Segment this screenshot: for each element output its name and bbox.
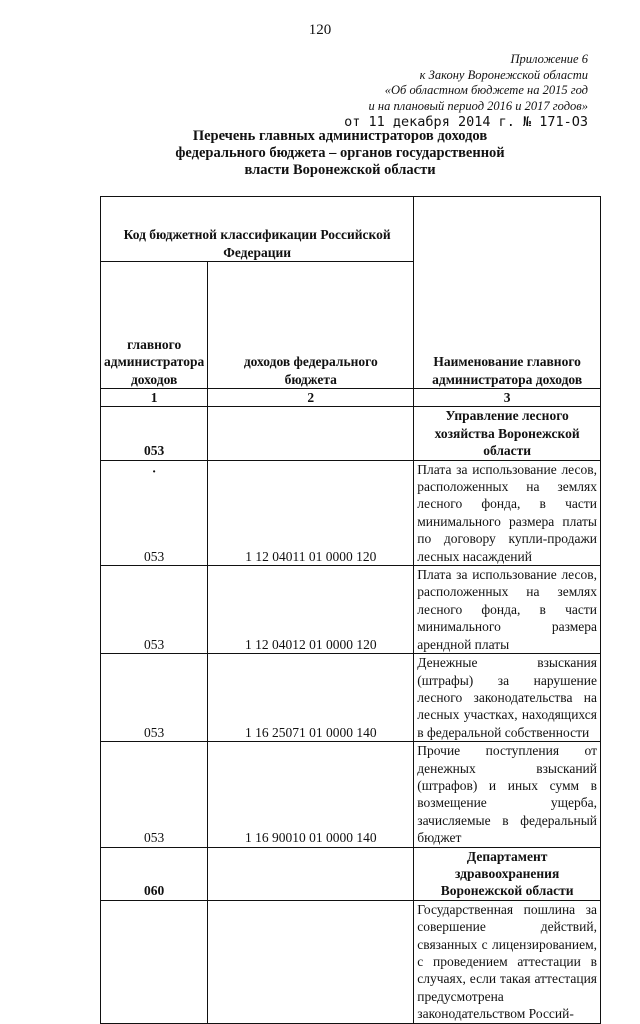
revenue-code-cell: 1 12 04011 01 0000 120 bbox=[208, 460, 414, 565]
admin-code-cell bbox=[101, 900, 208, 1023]
revenue-description-cell: Прочие поступления от денежных взысканий (штрафов) и иных сумм в возмещение ущерба, зачисляемые в федеральный бюджет bbox=[414, 742, 601, 847]
appendix-date-line: от 11 декабря 2014 г. № 171-ОЗ bbox=[344, 114, 588, 130]
administrator-name-cell: Департамент здравоохранения Воронежской области bbox=[414, 847, 601, 900]
appendix-line: к Закону Воронежской области bbox=[419, 67, 588, 82]
header-main-administrator-code: главного администратора доходов bbox=[101, 262, 208, 389]
table-row bbox=[101, 742, 601, 847]
appendix-block bbox=[344, 52, 588, 131]
admin-code-value: 053 bbox=[144, 548, 165, 564]
revenue-code-cell: 1 16 25071 01 0000 140 bbox=[208, 654, 414, 742]
revenue-code-cell: 1 12 04012 01 0000 120 bbox=[208, 566, 414, 654]
bullet-dot-icon: · bbox=[151, 463, 157, 479]
column-number: 1 bbox=[101, 389, 208, 407]
revenue-code-cell bbox=[208, 847, 414, 900]
header-budget-classification: Код бюджетной классификации Российской Федерации bbox=[101, 197, 414, 262]
document-title bbox=[100, 128, 580, 179]
revenue-code-cell bbox=[208, 407, 414, 460]
table-row bbox=[101, 566, 601, 654]
appendix-line: Приложение 6 bbox=[510, 52, 588, 66]
admin-code-cell: 053 bbox=[101, 742, 208, 847]
table-row bbox=[101, 654, 601, 742]
title-line: федерального бюджета – органов государственной bbox=[175, 145, 505, 161]
table-row bbox=[101, 407, 601, 460]
revenue-description-cell: Государственная пошлина за совершение действий, связанных с лицензированием, с проведением аттестации в случаях, если такая аттестация предусмотрена законодательством Россий- bbox=[414, 900, 601, 1023]
revenue-description-cell: Плата за использование лесов, расположенных на землях лесного фонда, в части минимального размера арендной платы bbox=[414, 566, 601, 654]
revenue-code-cell bbox=[208, 900, 414, 1023]
revenue-code-cell: 1 16 90010 01 0000 140 bbox=[208, 742, 414, 847]
admin-code-cell: 053 bbox=[101, 654, 208, 742]
column-number: 2 bbox=[208, 389, 414, 407]
revenue-description-cell: Денежные взыскания (штрафы) за нарушение лесного законодательства на лесных участках, находящихся в федеральной собственности bbox=[414, 654, 601, 742]
admin-code-cell: 053 bbox=[101, 566, 208, 654]
title-line: Перечень главных администраторов доходов bbox=[192, 128, 488, 144]
header-administrator-name: Наименование главного администратора доходов bbox=[414, 197, 601, 389]
table-row bbox=[101, 900, 601, 1023]
page-number: 120 bbox=[308, 22, 332, 38]
appendix-line: «Об областном бюджете на 2015 год bbox=[384, 83, 588, 97]
administrators-table bbox=[100, 196, 601, 1024]
admin-code-cell: 060 bbox=[101, 847, 208, 900]
admin-code-cell: 053 bbox=[101, 407, 208, 460]
revenue-description-cell: Плата за использование лесов, расположенных на землях лесного фонда, в части минимального размера платы по договору купли-продажи лесных насаждений bbox=[414, 460, 601, 565]
administrator-name-cell: Управление лесного хозяйства Воронежской области bbox=[414, 407, 601, 460]
table-row bbox=[101, 460, 601, 565]
table-row bbox=[101, 847, 601, 900]
appendix-line: и на плановый период 2016 и 2017 годов» bbox=[368, 98, 588, 113]
column-number: 3 bbox=[414, 389, 601, 407]
header-revenue-code: доходов федерального бюджета bbox=[208, 262, 414, 389]
title-line: власти Воронежской области bbox=[244, 162, 436, 178]
admin-code-cell bbox=[101, 460, 208, 565]
